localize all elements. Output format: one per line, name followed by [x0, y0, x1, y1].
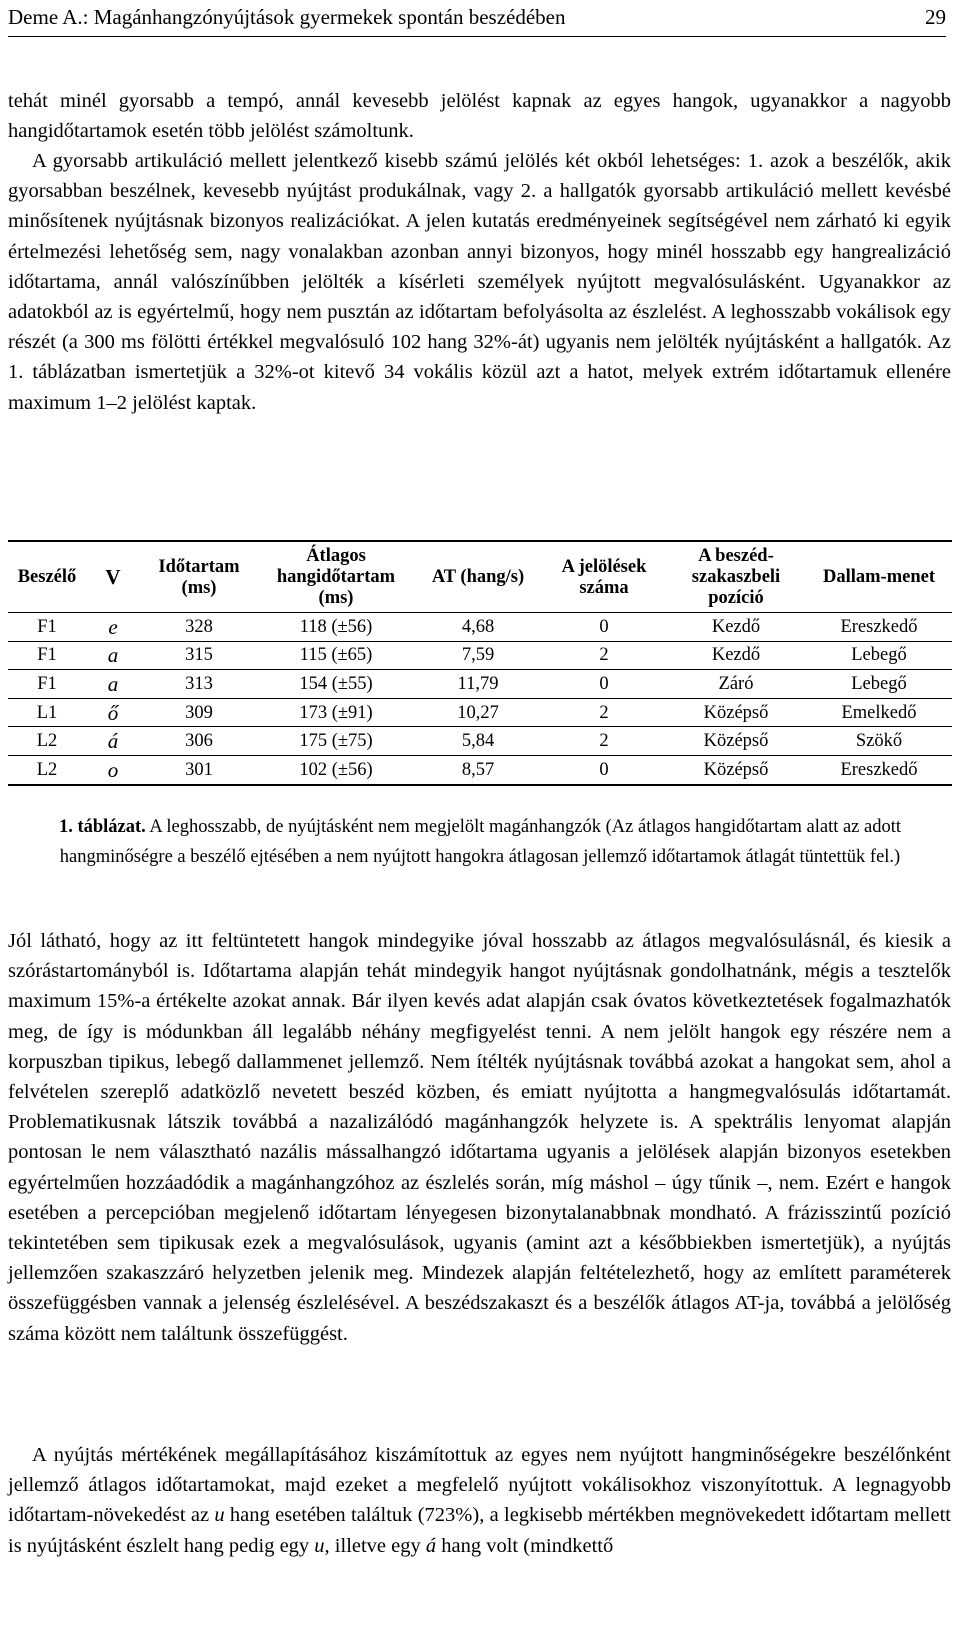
table-cell: 0: [542, 670, 666, 699]
table-cell: Ereszkedő: [840, 759, 918, 780]
vowel-symbol: u: [314, 1534, 325, 1557]
table-cell: L2: [8, 727, 86, 756]
table-cell: ő: [86, 698, 140, 727]
vowel-symbol: u: [214, 1504, 225, 1527]
table-cell: 309: [140, 698, 258, 727]
table-cell: Kezdő: [666, 613, 806, 642]
table-cell: 0: [542, 613, 666, 642]
table-cell: 328: [140, 613, 258, 642]
table-cell: Középső: [703, 759, 769, 780]
table-caption-text: A leghosszabb, de nyújtásként nem megjelölt magánhangzók (Az átlagos hangidőtartam alatt az adott hangminőségre a beszélő ejtésében a nem nyújtott hangokra átlagosan jellemző időtartamok átlagát tüntettük fel.): [59, 817, 902, 867]
table-cell: 315: [140, 641, 258, 670]
table-cell: e: [86, 613, 140, 642]
table-cell: Lebegő: [806, 670, 952, 699]
paragraph-1: tehát minél gyorsabb a tempó, annál kevesebb jelölést kapnak az egyes hangok, ugyanakkor a nagyobb hangidőtartamok esetén több jelölést számoltunk.: [8, 90, 951, 143]
table-cell: 173 (±91): [258, 698, 414, 727]
table-caption-label: 1. táblázat.: [58, 817, 146, 837]
column-header: Dallam-menet: [806, 541, 952, 613]
table-row: [8, 613, 952, 642]
paragraph-4-text: hang esetében találtuk (723%), a legkisebb mértékben megnövekedett időtartam mellett is nyújtásként észlelt hang pedig egy: [8, 1504, 951, 1557]
table-cell: Záró: [666, 670, 806, 699]
table-cell: Szökő: [806, 727, 952, 756]
paragraph-4-text: , illetve egy: [324, 1534, 426, 1557]
table-cell: 313: [140, 670, 258, 699]
table-cell: 154 (±55): [258, 670, 414, 699]
table-cell: L2: [36, 759, 58, 780]
table-cell: Ereszkedő: [806, 613, 952, 642]
table-cell: 11,79: [414, 670, 542, 699]
table-cell: 175 (±75): [258, 727, 414, 756]
table-cell: 115 (±65): [258, 641, 414, 670]
column-header: V: [86, 541, 140, 613]
table-cell: Középső: [666, 698, 806, 727]
table-cell: 4,68: [414, 613, 542, 642]
table-row: [8, 641, 952, 670]
table-cell: 5,84: [414, 727, 542, 756]
table-cell: o: [107, 757, 119, 782]
page-number: 29: [925, 5, 946, 29]
table-row: [8, 670, 952, 699]
table-cell: 301: [185, 759, 213, 780]
column-header: Beszélő: [8, 541, 86, 613]
table-cell: L1: [8, 698, 86, 727]
table-row: [8, 698, 952, 727]
table-cell: 10,27: [414, 698, 542, 727]
table-cell: 7,59: [414, 641, 542, 670]
paragraph-4-text: hang volt (mindkettő: [436, 1534, 614, 1557]
paragraph-4: [8, 1440, 951, 1561]
table-row: [8, 727, 952, 756]
table-cell: 2: [542, 641, 666, 670]
table-cell: 2: [542, 698, 666, 727]
table-cell: F1: [8, 641, 86, 670]
table-caption: [30, 812, 930, 872]
table-cell: a: [86, 670, 140, 699]
column-header: Átlagos hangidőtartam (ms): [258, 541, 414, 613]
table-cell: 306: [140, 727, 258, 756]
table-cell: F1: [8, 670, 86, 699]
table-header-row: [8, 541, 952, 613]
column-header: AT (hang/s): [414, 541, 542, 613]
paragraph-2: A gyorsabb artikuláció mellett jelentkező kisebb számú jelölés két okból lehetséges: 1. azok a beszélők, akik gyorsabban beszélnek, kevesebb nyújtást produkálnak, vagy 2. a hallgatók gyorsabb artikuláció mellett kevésbé minősítenek nyújtásnak bizonyos realizációkat. A jelen kutatás eredményeinek segítségével nem zárható ki egyik értelmezési lehetőség sem, nagy vonalakban azonban annyi bizonyos, hogy minél hosszabb egy hangrealizáció időtartama, annál valószínűbben jelölték a kísérleti személyek nyújtott megvalósulásként. Ugyanakkor az adatokból az is egyértelmű, hogy nem pusztán az időtartam befolyásolta az észlelést. A leghosszabb vokálisok egy részét (a 300 ms fölötti értékkel megvalósuló 102 hang 32%-át) ugyanis nem jelölték nyújtásként a hallgatók. Az 1. táblázatban ismertetjük a 32%-ot kitevő 34 vokális közül azt a hatot, melyek extrém időtartamuk ellenére maximum 1–2 jelölést kaptak.: [8, 150, 951, 414]
paragraph-4-text: A nyújtás mértékének megállapításához kiszámítottuk az egyes nem nyújtott hangminőségekre beszélőnként jellemző átlagos időtartamokat, majd ezeket a megfelelő nyújtott vokálisokhoz viszonyítottuk. A legnagyobb időtartam-növekedést az: [8, 1444, 951, 1527]
table-cell: Emelkedő: [806, 698, 952, 727]
running-header: [8, 2, 946, 37]
column-header: A beszéd-szakaszbeli pozíció: [666, 541, 806, 613]
results-table: [8, 540, 952, 786]
paragraph-3: Jól látható, hogy az itt feltüntetett hangok mindegyike jóval hosszabb az átlagos megvalósulásnál, és kiesik a szórástartományból is. Időtartama alapján tehát mindegyik hangot nyújtásnak gondolhatnánk, mégis a tesztelők maximum 15%-a értékelte azokat annak. Bár ilyen kevés adat alapján csak óvatos következtetések fogalmazhatók meg, de így is módunkban áll legalább néhány megfigyelést tenni. A nem jelölt hangok egy részére nem a korpuszban tipikus, lebegő dallammenet jellemző. Nem ítélték nyújtásnak továbbá azokat a hangokat sem, ahol a felvételen szereplő adatközlő nevetett beszéd közben, és emiatt nyújtotta a hangmegvalósulás időtartamát. Problematikusnak látszik továbbá a nazalizálódó magánhangzók helyzete is. A spektrális lenyomat alapján pontosan le nem választható nazális mássalhangzó időtartama ugyanis a jelölések alapján bizonyos esetekben egyértelműen hozzáadódik a magánhangzóhoz az észlelés során, míg máshol – úgy tűnik –, nem. Ezért e hangok esetében a percepcióban megjelenő időtartam lényegesen bizonytalanabbnak mondható. A frázisszintű pozíció tekintetében sem tipikusak ezek a megvalósulások, ugyanis (amint azt a későbbiekben ismertetjük), a nyújtás jellemzően szakaszzáró helyzetben jelenik meg. Mindezek alapján feltételezhető, hogy az említett paraméterek összefüggésben vannak a jelenség észlelésével. A beszédszakaszt és a beszélők átlagos AT-ja, továbbá a jelölőség száma között nem találtunk összefüggést.: [8, 930, 951, 1345]
table-cell: 0: [599, 759, 609, 780]
table-cell: 2: [542, 727, 666, 756]
table-cell: Lebegő: [806, 641, 952, 670]
table-cell: a: [86, 641, 140, 670]
table-cell: 8,57: [461, 759, 495, 780]
column-header: Időtartam (ms): [140, 541, 258, 613]
table-cell: Kezdő: [666, 641, 806, 670]
table-row: [8, 755, 952, 784]
table-cell: F1: [8, 613, 86, 642]
column-header: A jelölések száma: [542, 541, 666, 613]
running-title: Deme A.: Magánhangzónyújtások gyermekek spontán beszédében: [8, 5, 566, 29]
vowel-symbol: á: [425, 1534, 437, 1557]
table-cell: Középső: [666, 727, 806, 756]
table-cell: 102 (±56): [299, 759, 373, 780]
table-cell: á: [86, 727, 140, 756]
table-cell: 118 (±56): [258, 613, 414, 642]
